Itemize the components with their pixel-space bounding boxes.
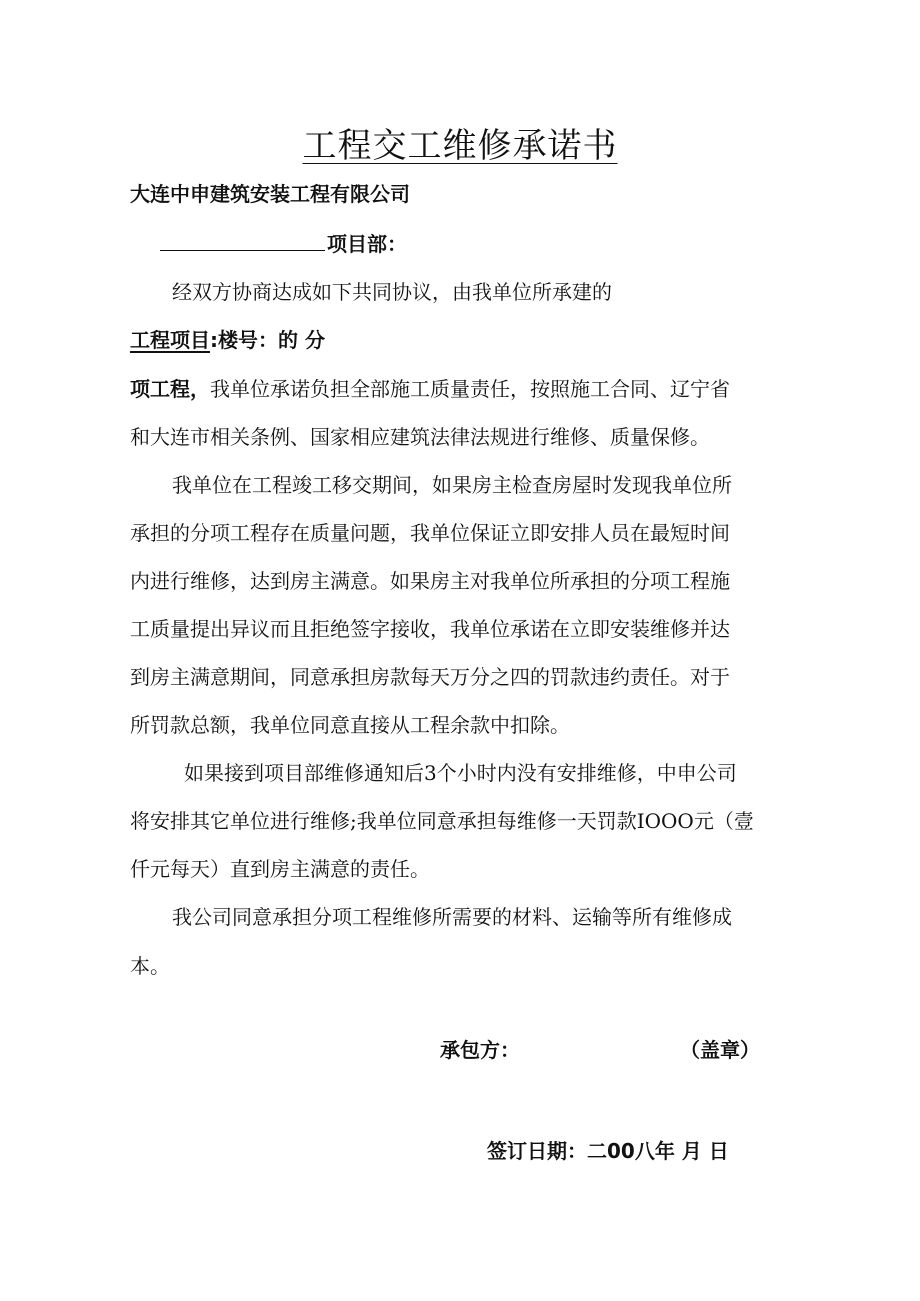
project-dept-label: 项目部： (327, 232, 407, 256)
seal-label: （盖章） (680, 1038, 760, 1062)
paragraph-1-line-3-text: 我单位承诺负担全部施工质量责任，按照施工合同、辽宁省 (210, 377, 730, 401)
paragraph-2-line: 承担的分项工程存在质量问题，我单位保证立即安排人员在最短时间 (130, 521, 730, 545)
paragraph-3-line: 将安排其它单位进行维修;我单位同意承担每维修一天罚款IOOO元（壹 (130, 809, 754, 833)
item-label: 项工程， (130, 377, 210, 401)
project-label: 工程项目 (130, 328, 210, 352)
contractor-label: 承包方： (440, 1038, 520, 1062)
sign-date: 签订日期：二00八年 月 日 (487, 1139, 729, 1163)
project-dept-blank (160, 232, 325, 251)
paragraph-1-line-4: 和大连市相关条例、国家相应建筑法律法规进行维修、质量保修。 (130, 425, 710, 449)
paragraph-2-line: 内进行维修，达到房主满意。如果房主对我单位所承担的分项工程施 (130, 569, 730, 593)
paragraph-2-line: 到房主满意期间，同意承担房款每天万分之四的罚款违约责任。对于 (130, 665, 730, 689)
project-dept-line (160, 228, 407, 257)
paragraph-1-line-3 (130, 373, 730, 402)
addressee: 大连中申建筑安装工程有限公司 (130, 182, 410, 206)
paragraph-3-line: 仟元每天）直到房主满意的责任。 (130, 857, 430, 881)
document-title-text: 工程交工维修承诺书 (302, 126, 618, 166)
building-label: :楼号：的 分 (210, 328, 325, 352)
paragraph-1-line-1: 经双方协商达成如下共同协议，由我单位所承建的 (172, 280, 612, 304)
paragraph-2-line: 工质量提出异议而且拒绝签字接收，我单位承诺在立即安装维修并达 (130, 617, 730, 641)
paragraph-2-line: 我单位在工程竣工移交期间，如果房主检查房屋时发现我单位所 (172, 473, 732, 497)
paragraph-4-line: 本。 (130, 954, 170, 978)
paragraph-2-line: 所罚款总额，我单位同意直接从工程余款中扣除。 (130, 713, 570, 737)
paragraph-4-line: 我公司同意承担分项工程维修所需要的材料、运输等所有维修成 (172, 905, 732, 929)
paragraph-3-line: 如果接到项目部维修通知后3个小时内没有安排维修，中申公司 (184, 761, 737, 785)
document-title (0, 118, 920, 167)
project-item-line (130, 324, 325, 353)
